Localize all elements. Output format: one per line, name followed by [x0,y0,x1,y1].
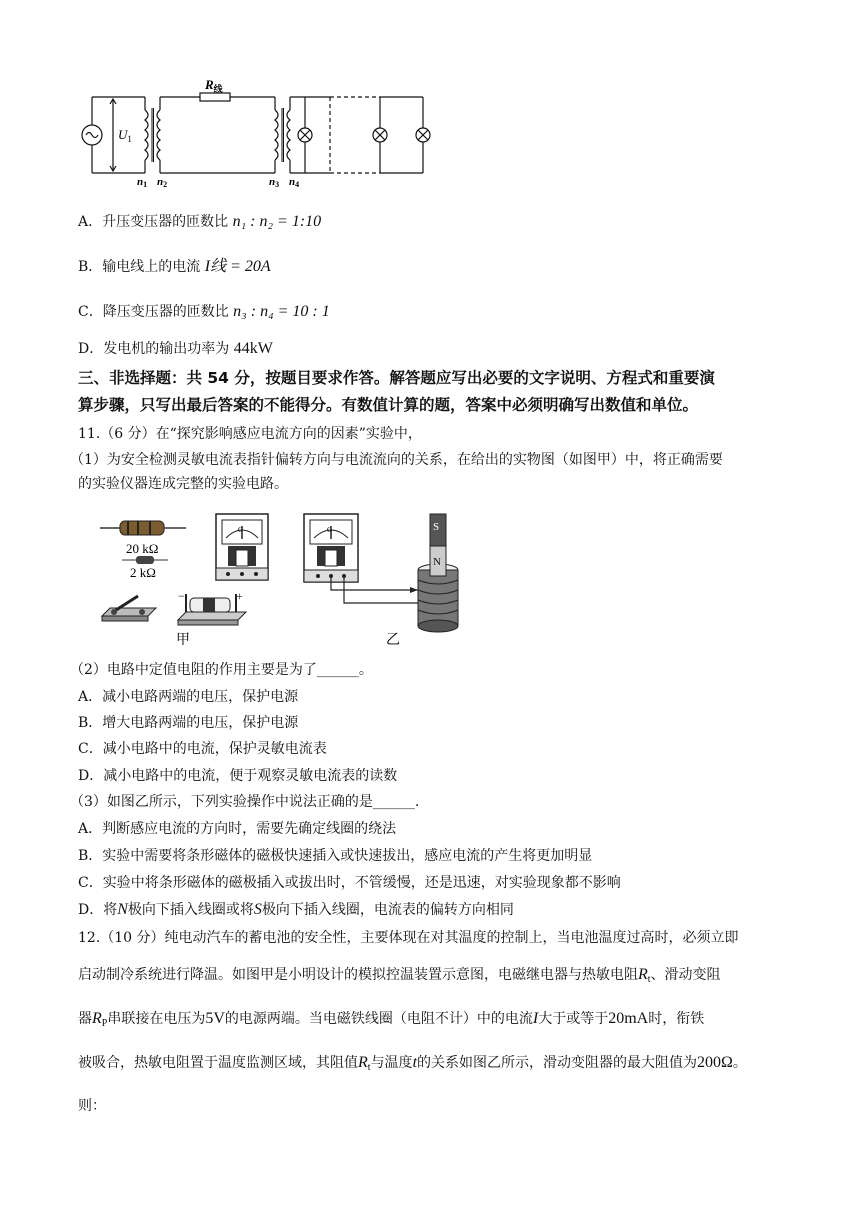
q10-option-b [78,258,271,276]
q10-option-d [78,340,273,358]
n2-sub: 2 [163,180,168,189]
q12-line3-text3: 的电源两端。当电磁铁线圈（电阻不计）中的电流 [224,1011,533,1027]
q11-part2: （2）电路中定值电阻的作用主要是为了______。 [70,662,373,678]
q12-line3-current-value: 20mA [608,1010,649,1027]
svg-text:R线 [204,77,224,94]
q11-part3-option-d-text3: 极向下插入线圈，电流表的偏转方向相同 [261,902,514,918]
r-line-label: R [205,77,214,92]
q12-line4-text2: 与温度 [370,1055,413,1071]
n3-label: n [269,176,276,188]
q12-line3-text2: 串联接在电压为 [107,1011,206,1027]
galvanometer-2-icon [304,514,358,582]
q11-part2-option-b: B．增大电路两端的电压，保护电源 [78,715,299,731]
q12-line2 [78,966,721,989]
svg-text:n4 [289,176,299,189]
figure-label-yi: 乙 [386,633,400,648]
q11-part1-line2: 的实验仪器连成完整的实验电路。 [78,476,288,492]
q11-part3-option-d-s: S [253,901,262,918]
svg-text:n2 [157,176,167,189]
q12-line3-text4: 大于或等于 [538,1011,609,1027]
q11-intro: 11.（6 分）在“探究影响感应电流方向的因素”实验中， [78,426,422,442]
q10-option-d-text: D．发电机的输出功率为 [78,341,230,357]
svg-text:+: + [236,589,243,603]
switch-icon [102,596,156,621]
u1-label: U [118,127,128,142]
q12-line4-resistance: 200Ω [697,1054,733,1071]
q11-part2-option-d: D．减小电路中的电流，便于观察灵敏电流表的读数 [78,768,398,784]
q11-part3-option-a: A．判断感应电流的方向时，需要先确定线圈的绕法 [78,821,397,837]
q12-line3-rp-sub: P [101,1018,108,1029]
q12-line4-t: t [412,1054,418,1071]
resistor-2k-icon [122,556,168,564]
q10-option-a [78,213,321,231]
n1-label: n [137,176,144,188]
q10-option-c [78,303,330,321]
q12-line4 [78,1054,747,1077]
q11-part2-option-c: C．减小电路中的电流，保护灵敏电流表 [78,741,327,757]
q11-part3-option-d-n: N [117,901,128,918]
q12-line4-rt [358,1054,371,1071]
transmission-circuit-diagram [75,75,435,190]
q10-option-c-math: n₃ : n₄ = 10 : 1 [233,303,330,320]
svg-text:−: − [178,589,185,603]
q11-part2-option-a: A．减小电路两端的电压，保护电源 [78,689,299,705]
q12-line4-rt-main: R [358,1054,368,1071]
q11-part3-option-d [78,901,514,919]
resistor-2k-label: 2 kΩ [130,565,156,580]
magnet-s-label: S [433,521,440,533]
galvanometer-g-label: G [238,526,244,534]
q10-option-b-text: B．输电线上的电流 [78,259,201,275]
q12-line5: 则： [78,1098,106,1114]
q12-line3-voltage: 5V [205,1010,225,1027]
svg-text:n3 [269,176,279,189]
svg-text:n1 [137,176,147,189]
q11-part3-option-d-text2: 极向下插入线圈或将 [127,902,254,918]
section3-heading-line1: 三、非选择题：共 54 分，按题目要求作答。解答题应写出必要的文字说明、方程式和重要演 [78,369,715,387]
n3-sub: 3 [275,180,280,189]
q10-option-b-math: I线 = 20A [204,258,271,275]
magnet-n-label: N [433,556,441,568]
n2-label: n [157,176,164,188]
q10-option-c-text: C．降压变压器的匝数比 [78,304,229,320]
section3-heading-line2: 算步骤，只写出最后答案的不能得分。有数值计算的题，答案中必须明确写出数值和单位。 [78,396,699,414]
u1-sub: 1 [127,134,132,144]
n4-label: n [289,176,296,188]
n4-sub: 4 [295,180,300,189]
q12-line3-rp [92,1010,107,1027]
q11-part3: （3）如图乙所示，下列实验操作中说法正确的是______. [70,794,420,810]
q12-line4-text4: 。 [732,1055,747,1071]
q10-option-a-text: A．升压变压器的匝数比 [78,214,229,230]
r-line-sub: 线 [213,84,223,94]
q12-line1: 12.（10 分）纯电动汽车的蓄电池的安全性，主要体现在对其温度的控制上，当电池温度过高时，必须立即 [78,930,739,946]
q11-part1-line1: （1）为安全检测灵敏电流表指针偏转方向与电流流向的关系，在给出的实物图（如图甲）中，将正确需要 [70,452,723,468]
q12-line3-current-symbol: I [532,1010,539,1027]
q10-option-d-math: 44kW [233,340,273,357]
svg-text:U1 [118,127,132,144]
q12-line3 [78,1010,704,1033]
galvanometer-2-g-label: G [327,526,333,534]
q12-line2-rt-main: R [638,966,648,983]
q11-part3-option-b: B．实验中需要将条形磁体的磁极快速插入或快速拔出，感应电流的产生将更加明显 [78,848,593,864]
q12-line2-rt-sub: t [647,974,651,985]
q12-line3-text1: 器 [78,1011,92,1027]
q12-line2-text2: 、滑动变阻 [650,967,721,983]
q11-part3-option-c: C．实验中将条形磁体的磁极插入或拔出时，不管缓慢，还是迅速，对实验现象都不影响 [78,875,621,891]
battery-icon [178,589,246,625]
q10-option-a-math-text: n₁ : n₂ = 1:10 [232,213,322,230]
q11-apparatus-figure [98,508,468,648]
q12-line4-rt-sub: t [367,1062,371,1073]
resistor-20k-label: 20 kΩ [126,541,159,556]
q12-line2-text1: 启动制冷系统进行降温。如图甲是小明设计的模拟控温装置示意图，电磁继电器与热敏电阻 [78,967,638,983]
q12-line3-rp-main: R [92,1010,102,1027]
q12-line4-text3: 的关系如图乙所示，滑动变阻器的最大阻值为 [417,1055,698,1071]
q11-part3-option-d-text1: D．将 [78,902,118,918]
figure-label-jia: 甲 [176,633,190,648]
q12-line4-text1: 被吸合，热敏电阻置于温度监测区域，其阻值 [78,1055,358,1071]
n1-sub: 1 [143,180,148,189]
q12-line2-rt [638,966,651,983]
q12-line3-text5: 时，衔铁 [648,1011,705,1027]
resistor-20k-icon [100,521,186,535]
q10-option-a-math [233,213,322,230]
galvanometer-icon [216,514,268,580]
